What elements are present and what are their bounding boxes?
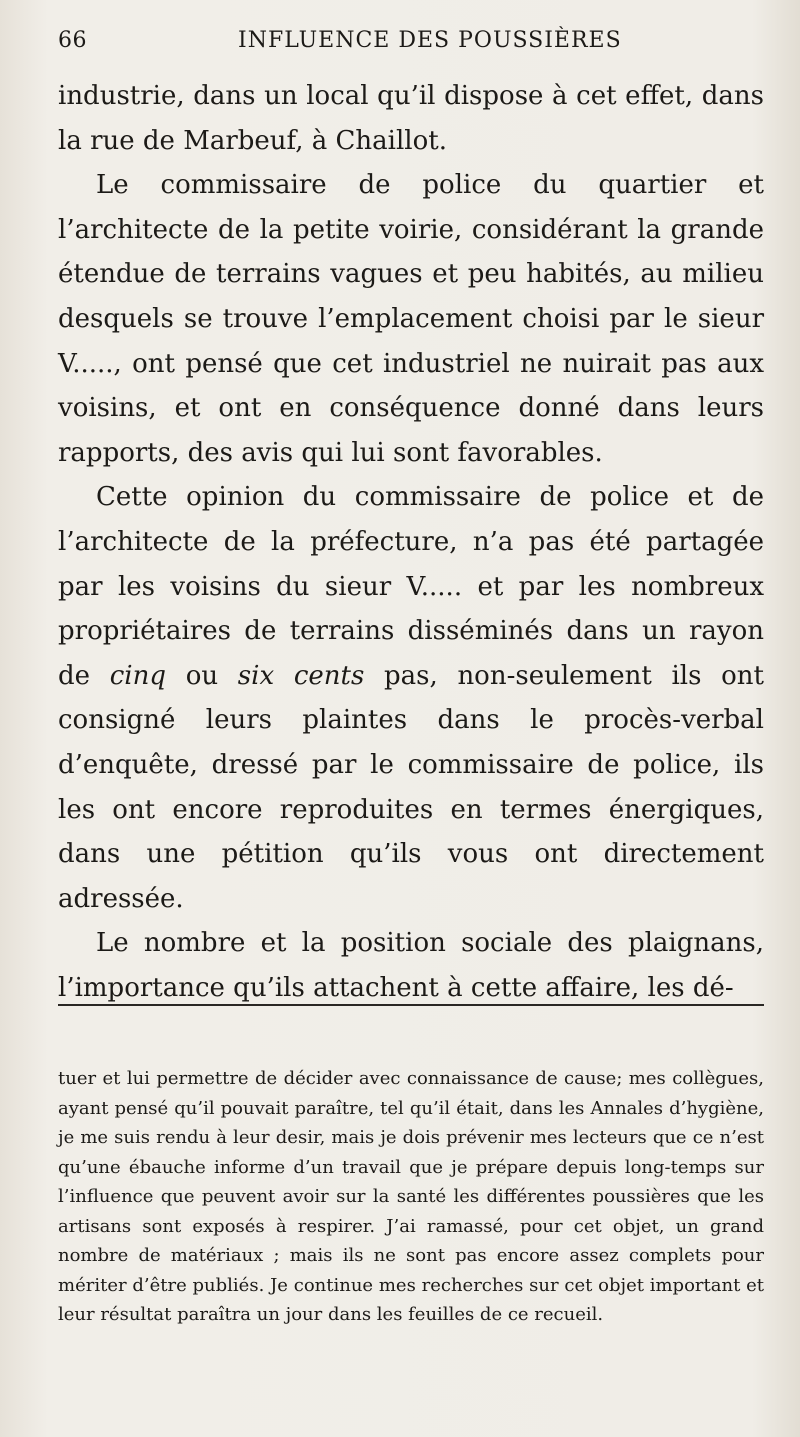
- paragraph-3-part-3: pas, non-seulement ils ont consigné leurs plaintes dans le procès-verbal d’enquête, dressé par le commissaire de police, ils les ont encore reproduites en termes énergiques, dans une pétition qu’ils vous ont directement adressée.: [58, 660, 764, 914]
- paragraph-4: Le nombre et la position sociale des plaignans, l’importance qu’ils attachent à cette affaire, les dé-: [58, 928, 764, 1003]
- main-text: [58, 74, 764, 1010]
- paragraph-3-italic-cinq: cinq: [109, 660, 166, 691]
- footnote-text: tuer et lui permettre de décider avec connaissance de cause; mes collègues, ayant pensé qu’il pouvait paraître, tel qu’il était, dans les Annales d’hygiène, je me suis rendu à leur desir, mais je dois prévenir mes lecteurs que ce n’est qu’une ébauche informe d’un travail que je prépare depuis long-temps sur l’influence que peuvent avoir sur la santé les différentes poussières que les artisans sont exposés à respirer. J’ai ramassé, pour cet objet, un grand nombre de matériaux ; mais ils ne sont pas encore assez complets pour mériter d’être publiés. Je continue mes recherches sur cet objet important et leur résultat paraîtra un jour dans les feuilles de ce recueil.: [58, 1068, 764, 1325]
- paragraph-2: Le commissaire de police du quartier et l’architecte de la petite voirie, considérant la grande étendue de terrains vagues et peu habités, au milieu desquels se trouve l’emplacement choisi par le sieur V....., ont pensé que cet industriel ne nuirait pas aux voisins, et ont en conséquence donné dans leurs rapports, des avis qui lui sont favorables.: [58, 170, 764, 468]
- footnote: [58, 1064, 764, 1330]
- paragraph-1: industrie, dans un local qu’il dispose à cet effet, dans la rue de Marbeuf, à Chaillot.: [58, 81, 764, 156]
- footnote-separator: [58, 1004, 764, 1006]
- paragraph-3-italic-six-cents: six cents: [237, 660, 365, 691]
- paragraph-3-part-2: ou: [166, 660, 238, 691]
- paragraph-3-part-1: Cette opinion du commissaire de police et de l’architecte de la préfecture, n’a pas été partagée par les voisins du sieur V..... et par les nombreux propriétaires de terrains disséminés dans un rayon de: [58, 482, 764, 691]
- page-header: [58, 28, 764, 62]
- paragraph-3: [58, 475, 764, 921]
- running-title: INFLUENCE DES POUSSIÈRES: [238, 28, 622, 53]
- page-number: 66: [58, 28, 87, 53]
